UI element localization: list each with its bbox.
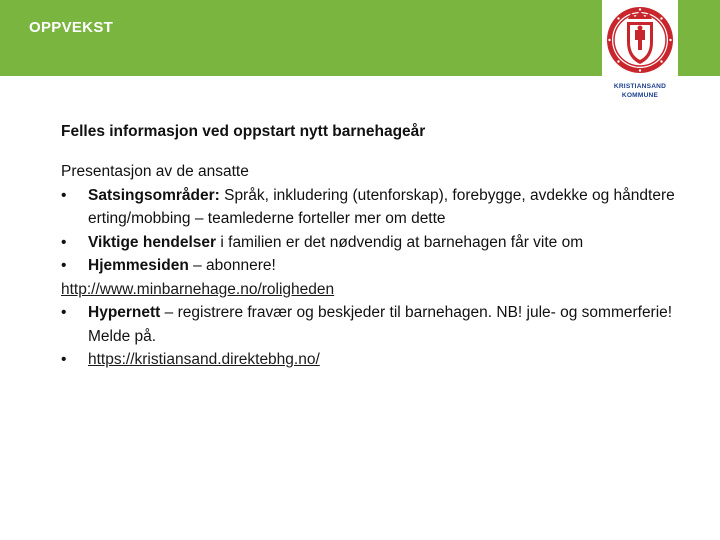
slide-content: [61, 122, 681, 372]
item-text: Språk, inkludering (utenforskap), forebygge, avdekke og håndtere erting/mobbing – teamlederne forteller mer om dette: [88, 186, 675, 227]
intro-text: Presentasjon av de ansatte: [61, 163, 249, 180]
item-text: i familien er det nødvendig at barnehagen får vite om: [216, 233, 584, 251]
logo-text-line1: KRISTIANSAND: [613, 83, 667, 90]
banner-title: OPPVEKST: [29, 19, 114, 36]
list-item: [61, 184, 681, 231]
item-text: – registrere fravær og beskjeder til barnehagen. NB! jule- og sommerferie! Melde på.: [88, 304, 673, 345]
item-term: Hypernett: [88, 304, 161, 321]
bullet-icon: •: [61, 186, 67, 204]
slide-heading: Felles informasjon ved oppstart nytt barnehageår: [61, 123, 426, 140]
item-term: Hjemmesiden: [88, 257, 189, 274]
bullet-icon: •: [61, 257, 67, 274]
list-item: [61, 254, 681, 278]
bullet-icon: •: [61, 304, 67, 321]
item-term: Viktige hendelser: [88, 233, 217, 251]
bullet-icon: •: [61, 351, 67, 368]
bullet-icon: •: [61, 233, 67, 251]
list-item: [61, 301, 681, 348]
list-item: [61, 348, 681, 372]
coat-of-arms-icon: [602, 0, 678, 82]
item-term: Satsingsområder:: [88, 186, 220, 204]
municipality-logo: [602, 0, 678, 106]
item-text: – abonnere!: [188, 257, 276, 274]
list-item: [61, 231, 681, 255]
direktebhg-link[interactable]: https://kristiansand.direktebhg.no/: [88, 351, 320, 368]
minbarnehage-link[interactable]: http://www.minbarnehage.no/roligheden: [61, 280, 335, 298]
logo-text-line2: KOMMUNE: [621, 92, 659, 99]
minbarnehage-link-line: [61, 278, 681, 302]
